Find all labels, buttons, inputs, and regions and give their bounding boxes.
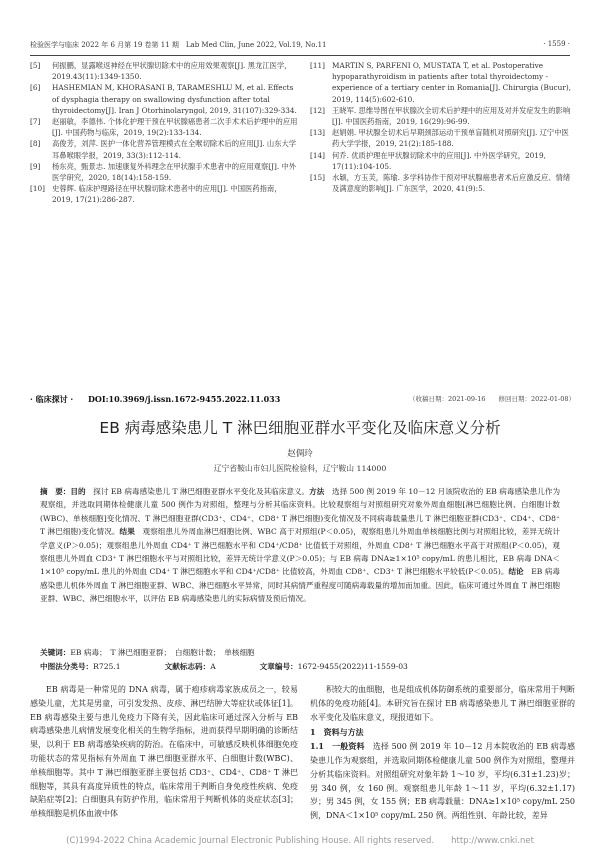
reference-number: [13] — [310, 128, 325, 138]
reference-text: 水颖，方玉芙，陈瑜. 多学科协作干预对甲状腺癌患者术后应激反应、情绪及满意度的影响[J]. 广东医学，2020, 41(9):5. — [332, 173, 571, 194]
reference-text: 高俊芳，刘萍. 医护一体化营养管理模式在全喉切除术后的应用[J]. 山东大学耳鼻喉眼学报，2019, 33(3):112-114. — [52, 139, 297, 160]
page-number: · 1559 · — [543, 40, 570, 48]
reference-number: [14] — [310, 150, 325, 160]
reference-item — [30, 138, 298, 160]
method-text: 选择 500 例 2019 年 10－12 月该院收治的 EB 病毒感染患儿作为观察组，并选取同期体检健康儿童 500 例作为对照组，整理与分析其临床资料。比较观察组与对照组研究对象外周血细胞[淋巴细胞比例、白细胞计数(WBC)、单核细胞]变化情况、T 淋巴细胞亚群(CD3⁺、CD4⁺、CD8⁺ T 淋巴细胞)变化情况及不同病毒载量患儿 T 淋巴细胞亚群(CD3⁺、CD4⁺、CD8⁺ T 淋巴细胞)变化情况。 — [40, 487, 561, 537]
reference-item — [30, 161, 298, 183]
article-no-label: 文章编号： — [259, 662, 298, 671]
reference-number: [5] — [30, 61, 41, 70]
reference-item — [310, 105, 575, 127]
article-no-value: 1672-9455(2022)11-1559-03 — [297, 662, 408, 671]
keywords-text: EB 病毒； T 淋巴细胞亚群； 白细胞计数； 单核细胞 — [70, 648, 255, 657]
abstract — [40, 485, 560, 606]
article-category: · 临床探讨 · — [30, 394, 74, 404]
intro-paragraph-cont: 积较大的血细胞，也是组成机体防御系统的重要部分，临床常用于判断机体的免疫功能[4]。本研究旨在探讨 EB 病毒感染患儿 T 淋巴细胞亚群的水平变化及临床意义，现报道如下。 — [310, 685, 575, 722]
reference-number: [9] — [30, 161, 41, 171]
reference-number: [6] — [30, 83, 41, 93]
author: 赵倜玲 — [287, 449, 313, 459]
abstract-label: 摘 要： — [40, 487, 71, 496]
reference-item — [30, 82, 298, 116]
reference-item — [310, 172, 575, 194]
reference-item — [30, 60, 298, 82]
reference-number: [15] — [310, 173, 325, 183]
clc-label: 中图法分类号： — [40, 662, 94, 671]
reference-text: 史蓉辉. 临床护理路径在甲状腺切除术患者中的应用[J]. 中国医药指南，2019, 17(21):286-287. — [52, 184, 282, 205]
reference-number: [11] — [310, 61, 325, 70]
method-label: 方法 — [309, 487, 325, 496]
keywords — [40, 647, 560, 658]
reference-number: [8] — [30, 139, 41, 149]
intro-paragraph: EB 病毒是一种常见的 DNA 病毒，属于疱疹病毒家族成员之一，较易感染儿童，尤其是男童，可引发发热、皮疹、淋巴结肿大等症状或体征[1]。EB 病毒感染主要与患儿免疫力下降有关，因此临床可通过深入分析与 EB 病毒感染患儿病情发展变化相关的生物学指标，进而获得早期明确的诊断结果，以利于 EB 病毒感染疾病的防治。在临床中，可敏感反映机体细胞免疫功能状态的常见指标有外周血 T 淋巴细胞亚群水平、白细胞计数(WBC)、单核细胞等。其中 T 淋巴细胞亚群主要包括 CD3⁺、CD4⁺、CD8⁺ T 淋巴细胞等，其具有高度异质性的特点，临床常用于判断自身免疫性疾病、免疫缺陷症等[2]；白细胞具有防护作用，临床常用于判断机体的炎症状态[3]；单核细胞是机体血液中体 — [30, 685, 298, 819]
reference-text: MARTIN S, PARFENI O, MUSTATA T, et al. Postoperative hypoparathyroidism in patients after total thyroidectomy - experience of a tertiary center in Romania[J]. Chirurgia (Bucur), 2019, 114(5):602-610. — [332, 61, 571, 104]
reference-text: 何乔. 优质护理在甲状腺切除术中的应用[J]. 中外医学研究，2019, 17(11):104-105. — [332, 150, 546, 171]
affiliation: 辽宁省鞍山市妇儿医院检验科，辽宁鞍山 114000 — [213, 464, 387, 473]
reference-item — [30, 116, 298, 138]
reference-text: 杨东亮，甄景志. 加速康复外科理念在甲状腺手术患者中的应用观察[J]. 中外医学研究，2020, 18(14):158-159. — [52, 161, 297, 183]
reference-text: 王晓军. 思维导图在甲状腺次全切术后护理中的应用及对并发症发生的影响[J]. 中国医药指南，2019, 16(29):96-99. — [332, 105, 571, 127]
keywords-label: 关键词： — [40, 648, 71, 657]
reference-item — [310, 150, 575, 172]
doi[interactable]: DOI:10.3969/j.issn.1672-9455.2022.11.033 — [87, 394, 281, 404]
reference-text: 赵娟娟. 甲状腺全切术后早期颈部运动干预单盲随机对照研究[J]. 辽宁中医药大学学报，2019, 21(2):185-188. — [332, 128, 569, 149]
doi-line — [30, 394, 280, 405]
body-left-column — [30, 683, 298, 821]
reference-text: HASHEMIAN M, KHORASANI B, TARAMESHLU M, et al. Effects of dysphagia therapy on swallowing dysfunction after total thyroidectomy[J]. Iran J Otorhinolaryngol, 2019, 31(107):329-334. — [52, 83, 297, 115]
reference-number: [12] — [310, 105, 325, 115]
article-title: EB 病毒感染患儿 T 淋巴细胞亚群水平变化及临床意义分析 — [99, 419, 501, 437]
result-label: 结果 — [119, 527, 135, 537]
references-left — [30, 60, 298, 206]
reference-number: [7] — [30, 117, 41, 127]
reference-text: 何振鹏，显露喉返神经在甲状腺切除术中的应用效果观察[J]. 黑龙江医学，2019.43(11):1349-1350. — [52, 61, 292, 82]
reference-number: [10] — [30, 184, 45, 194]
objective-text: 探讨 EB 病毒感染患儿 T 淋巴细胞亚群水平变化及其临床意义。 — [85, 487, 310, 496]
conclusion-label: 结论 — [508, 567, 524, 577]
received-dates: （收稿日期：2021-09-16 修回日期：2022-01-08） — [409, 395, 575, 403]
header-divider — [30, 55, 570, 56]
reference-text: 赵丽敏，李德伟. 个体化护理干预在甲状腺癌患者二次手术术后护理中的应用[J]. 中国药物与临床，2019, 19(2):133-134. — [52, 117, 298, 138]
clc-value: R725.1 — [93, 662, 121, 671]
doc-code-value: A — [210, 662, 216, 671]
doc-code-label: 文献标志码： — [164, 662, 211, 671]
journal-header: 检验医学与临床 2022 年 6 月第 19 卷第 11 期 Lab Med Clin, June 2022, Vol.19, No.11 — [30, 41, 327, 49]
running-header — [30, 40, 570, 54]
body-right-column — [310, 683, 575, 823]
reference-item — [30, 183, 298, 205]
general-data-text: 选择 500 例 2019 年 10－12 月本院收治的 EB 病毒感染患儿作为观察组，并选取同期体检健康儿童 500 例作为对照组，整理并分析其临床资料。对照组研究对象年龄 1～10 岁，平均(6.31±1.23)岁；男 340 例，女 160 例。观察组患儿年龄 1～11 岁，平均(6.32±1.17)岁；男 345 例，女 155 例；EB 病毒载量：DNA≥1×10⁵ copy/mL 250 例，DNA＜1×10⁵ copy/mL 250 例。两组性别、年龄比较，差异 — [310, 742, 575, 821]
reference-item — [310, 60, 575, 105]
objective-label: 目的 — [70, 487, 86, 496]
subsection-heading: 1.1 一般资料 — [310, 741, 365, 752]
copyright-footer: (C)1994-2022 China Academic Journal Electronic Publishing House. All rights reserved. http://www.cnki.net — [66, 836, 534, 846]
classification-line — [40, 661, 560, 672]
section-heading: 1 资料与方法 — [310, 727, 364, 738]
references-right — [310, 60, 575, 194]
reference-item — [310, 127, 575, 149]
result-text: 观察组患儿外周血淋巴细胞比例、WBC 高于对照组(P＜0.05)，观察组患儿外周血单核细胞比例与对照组比较，差异无统计学意义(P＞0.05)；观察组患儿外周血 CD4⁺ T 淋巴细胞水平和 CD4⁺/CD8⁺ 比值低于对照组，外周血 CD8⁺ T 淋巴细胞水平高于对照组(P＜0.05)，观察组患儿外周血 CD3⁺ T 淋巴细胞水平与对照组比较，差异无统计学意义(P＞0.05)；与 EB 病毒 DNA≥1×10⁵ copy/mL 的患儿相比，EB 病毒 DNA＜1×10⁵ copy/mL 患儿的外周血 CD4⁺ T 淋巴细胞水平和 CD4⁺/CD8⁺ 比值较高，外周血 CD8⁺、CD3⁺ T 淋巴细胞水平较低(P＜0.05)。 — [40, 527, 561, 577]
conclusion-text: EB 病毒感染患儿机体外周血 T 淋巴细胞亚群、WBC、淋巴细胞水平异常，同时其病情严重程度可随病毒载量的增加而加重。因此，临床可通过外周血 T 淋巴细胞亚群、WBC、淋巴细胞水平，以评估 EB 病毒感染患儿的实际病情及预后情况。 — [40, 567, 560, 604]
